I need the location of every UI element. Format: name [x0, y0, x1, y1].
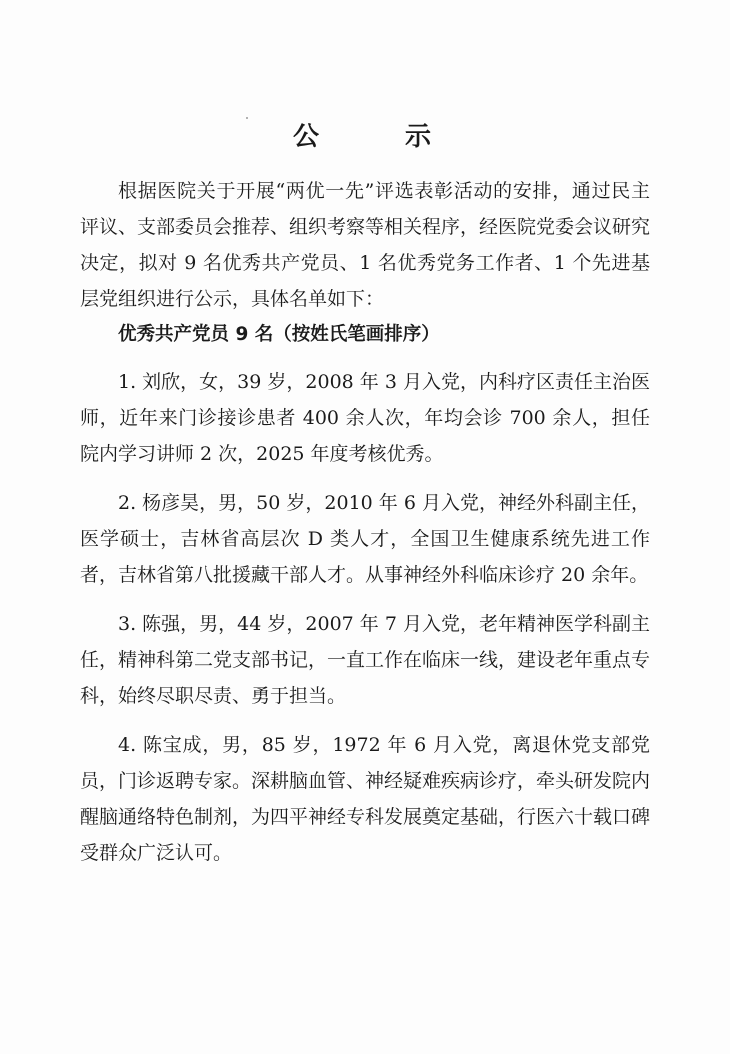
page-title: 公 示 [292, 122, 461, 152]
member-entry-3: 3. 陈强，男，44 岁，2007 年 7 月入党，老年精神医学科副主任，精神科第二党支部书记，一直工作在临床一线，建设老年重点专科，始终尽职尽责、勇于担当。 [80, 613, 651, 707]
section-heading: 优秀共产党员 9 名（按姓氏笔画排序） [118, 324, 440, 345]
document-body [80, 173, 650, 871]
member-entry-2: 2. 杨彦昊，男，50 岁，2010 年 6 月入党，神经外科副主任，医学硕士，吉林省高层次 D 类人才，全国卫生健康系统先进工作者，吉林省第八批援藏干部人才。从事神经外科临床诊疗 20 余年。 [80, 492, 650, 586]
member-entry-1: 1. 刘欣，女，39 岁，2008 年 3 月入党，内科疗区责任主治医师，近年来门诊接诊患者 400 余人次，年均会诊 700 余人，担任院内学习讲师 2 次，2025 年度考核优秀。 [80, 371, 650, 465]
member-entry-4: 4. 陈宝成，男，85 岁，1972 年 6 月入党，离退休党支部党员，门诊返聘专家。深耕脑血管、神经疑难疾病诊疗，牵头研发院内醒脑通络特色制剂，为四平神经专科发展奠定基础，行医六十载口碑受群众广泛认可。 [80, 734, 651, 864]
intro-paragraph: 根据医院关于开展“两优一先”评选表彰活动的安排，通过民主评议、支部委员会推荐、组织考察等相关程序，经医院党委会议研究决定，拟对 9 名优秀共产党员、1 名优秀党务工作者、1 个先进基层党组织进行公示，具体名单如下： [80, 180, 651, 310]
scan-speck [246, 117, 248, 119]
